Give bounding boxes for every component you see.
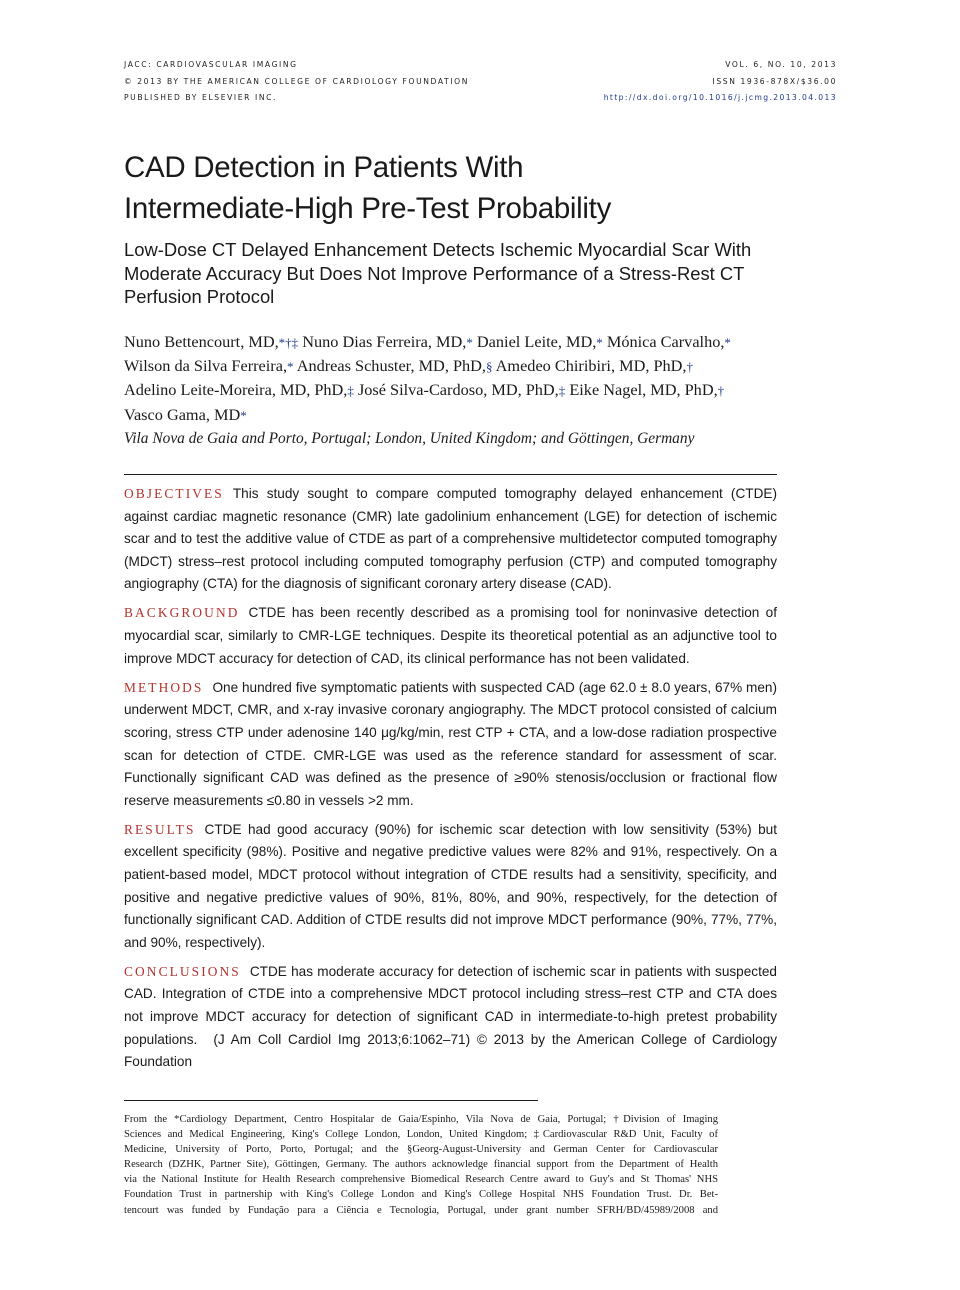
footnote-rule — [124, 1100, 538, 1101]
affiliation-mark[interactable]: † — [717, 383, 725, 399]
footnote-line: tencourt was funded by Fundação para a Ciência e Tecnologia, Portugal, under grant number SFRH/BD/45989/2008 and — [124, 1204, 718, 1216]
section-label-methods: METHODS — [124, 679, 204, 695]
affiliation-mark[interactable]: * — [240, 407, 247, 423]
section-label-objectives: OBJECTIVES — [124, 486, 224, 501]
results-text: CTDE had good accuracy (90%) for ischemic scar detection with low sensitivity (53%) but excellent specificity (98%). Positive and negative predictive values were 82% and 91%, respectively. On a patient-based model, MDCT protocol without integration of CTDE results had a sensitivity, specificity, and positive and negative predictive values of 90%, 81%, 80%, and 90%, respectively, for the detection of functionally significant CAD. Addition of CTDE results did not improve MDCT performance (90%, 77%, 77%, and 90%, respectively). — [124, 821, 777, 950]
abstract-methods — [124, 677, 777, 813]
author-name[interactable]: Vasco Gama, MD — [124, 404, 241, 424]
issn-line: ISSN 1936-878X/$36.00 — [712, 76, 837, 86]
affiliation-mark[interactable]: ‡ — [347, 383, 354, 399]
abstract-objectives — [124, 483, 777, 596]
article-title — [124, 147, 804, 229]
citation: (J Am Coll Cardiol Img 2013;6:1062–71) © 2013 by the American College of Cardiology Foundation — [124, 1031, 777, 1070]
author-name[interactable]: Nuno Bettencourt, MD, — [124, 332, 279, 351]
structured-abstract — [124, 483, 777, 1080]
background-text: CTDE has been recently described as a promising tool for noninvasive detection of myocardial scar, similarly to CMR-LGE techniques. Despite its theoretical potential as an adjunctive tool to improve MDCT accuracy for detection of CAD, its clinical performance has not been validated. — [124, 605, 777, 666]
footnote-line: Sciences and Medical Engineering, King's College London, London, United Kingdom; ‡Cardiovascular R&D Unit, Faculty of — [124, 1129, 718, 1141]
conclusions-text: CTDE has moderate accuracy for detection of ischemic scar in patients with suspected CAD. Integration of CTDE into a comprehensive MDCT protocol including stress–rest CTP and CTA does not improve MDCT accuracy for detection of significant CAD in intermediate-to-high pretest probability populations. — [124, 963, 777, 1047]
affiliation-mark[interactable]: ‡ — [558, 383, 566, 399]
author-name[interactable]: Andreas Schuster, MD, PhD, — [293, 356, 486, 376]
affiliation-locations: Vila Nova de Gaia and Porto, Portugal; London, United Kingdom; and Göttingen, Germany — [124, 430, 695, 447]
section-label-conclusions: CONCLUSIONS — [124, 963, 241, 979]
article-subtitle: Low-Dose CT Delayed Enhancement Detects Ischemic Myocardial Scar With Moderate Accuracy But Does Not Improve Performance of a Stress-Rest CT Perfusion Protocol — [124, 239, 752, 307]
doi-link[interactable]: http://dx.doi.org/10.1016/j.jcmg.2013.04.013 — [603, 93, 837, 102]
copyright-line: © 2013 BY THE AMERICAN COLLEGE OF CARDIOLOGY FOUNDATION — [124, 76, 469, 86]
author-name[interactable]: Daniel Leite, MD, — [472, 332, 597, 351]
author-line-3 — [124, 378, 784, 402]
header-left — [124, 57, 469, 107]
author-name[interactable]: Nuno Dias Ferreira, MD, — [298, 332, 467, 351]
affiliation-mark[interactable]: * — [287, 359, 294, 375]
abstract-conclusions — [124, 961, 777, 1074]
journal-name: JACC: CARDIOVASCULAR IMAGING — [124, 60, 298, 69]
author-line-2 — [124, 354, 784, 378]
abstract-background — [124, 602, 777, 670]
publisher-line: PUBLISHED BY ELSEVIER INC. — [124, 93, 278, 102]
author-name[interactable]: Eike Nagel, MD, PhD, — [565, 380, 718, 400]
methods-text: One hundred five symptomatic patients with suspected CAD (age 62.0 ± 8.0 years, 67% men) underwent MDCT, CMR, and x-ray invasive coronary angiography. The MDCT protocol consisted of calcium scoring, stress CTP under adenosine 140 μg/kg/min, rest CTP + CTA, and a low-dose radiation prospective scan for detection of CTDE. CMR-LGE was used as the reference standard for assessment of scar. Functionally significant CAD was defined as the presence of ≥90% stenosis/occlusion or fractional flow reserve measurements ≤0.80 in vessels >2 mm. — [124, 679, 777, 808]
author-line-4 — [124, 403, 784, 427]
affiliation-footnote — [124, 1112, 718, 1218]
section-label-background: BACKGROUND — [124, 605, 240, 621]
affiliation-mark[interactable]: * — [724, 335, 731, 350]
affiliation-mark[interactable]: * — [466, 335, 473, 350]
volume-line: VOL. 6, NO. 10, 2013 — [725, 60, 837, 69]
author-line-1 — [124, 330, 784, 354]
footnote-line: Research (DZHK, Partner Site), Göttingen, Germany. The authors acknowledge financial support from the Department of Health — [124, 1159, 718, 1171]
author-name[interactable]: Wilson da Silva Ferreira, — [124, 356, 288, 376]
affiliation-mark[interactable]: § — [485, 359, 493, 375]
affiliation-mark[interactable]: * — [596, 335, 603, 350]
author-name[interactable]: José Silva-Cardoso, MD, PhD, — [353, 380, 559, 400]
section-label-results: RESULTS — [124, 821, 196, 837]
title-line-2: Intermediate-High Pre-Test Probability — [124, 192, 612, 225]
footnote-line: Medicine, University of Porto, Porto, Portugal; and the §Georg-August-University and German Center for Cardiovascular — [124, 1144, 718, 1156]
author-list — [124, 330, 784, 427]
affiliation-mark[interactable]: *†‡ — [278, 335, 299, 350]
author-name[interactable]: Adelino Leite-Moreira, MD, PhD, — [124, 380, 348, 400]
objectives-text: This study sought to compare computed tomography delayed enhancement (CTDE) against cardiac magnetic resonance (CMR) late gadolinium enhancement (LGE) for detection of ischemic scar and to test the additive value of CTDE as part of a comprehensive multidetector computed tomography (MDCT) stress–rest protocol including computed tomography perfusion (CTP) and computed tomography angiography (CTA) for the diagnosis of significant coronary artery disease (CAD). — [124, 486, 777, 592]
author-name[interactable]: Mónica Carvalho, — [602, 332, 725, 351]
abstract-top-rule — [124, 474, 777, 475]
footnote-line: Foundation Trust in partnership with King's College London and King's College Hospital NHS Foundation Trust. Dr. Bet- — [124, 1189, 718, 1201]
author-name[interactable]: Amedeo Chiribiri, MD, PhD, — [492, 356, 687, 376]
abstract-results — [124, 819, 777, 955]
title-line-1: CAD Detection in Patients With — [124, 151, 524, 184]
affiliation-mark[interactable]: † — [686, 359, 693, 375]
footnote-line: From the *Cardiology Department, Centro Hospitalar de Gaia/Espinho, Vila Nova de Gaia, Portugal; †Division of Imaging — [124, 1114, 718, 1125]
header-right — [604, 57, 837, 107]
footnote-line: via the National Institute for Health Research comprehensive Biomedical Research Centre award to Guy's and St Thomas' NHS — [124, 1174, 718, 1186]
